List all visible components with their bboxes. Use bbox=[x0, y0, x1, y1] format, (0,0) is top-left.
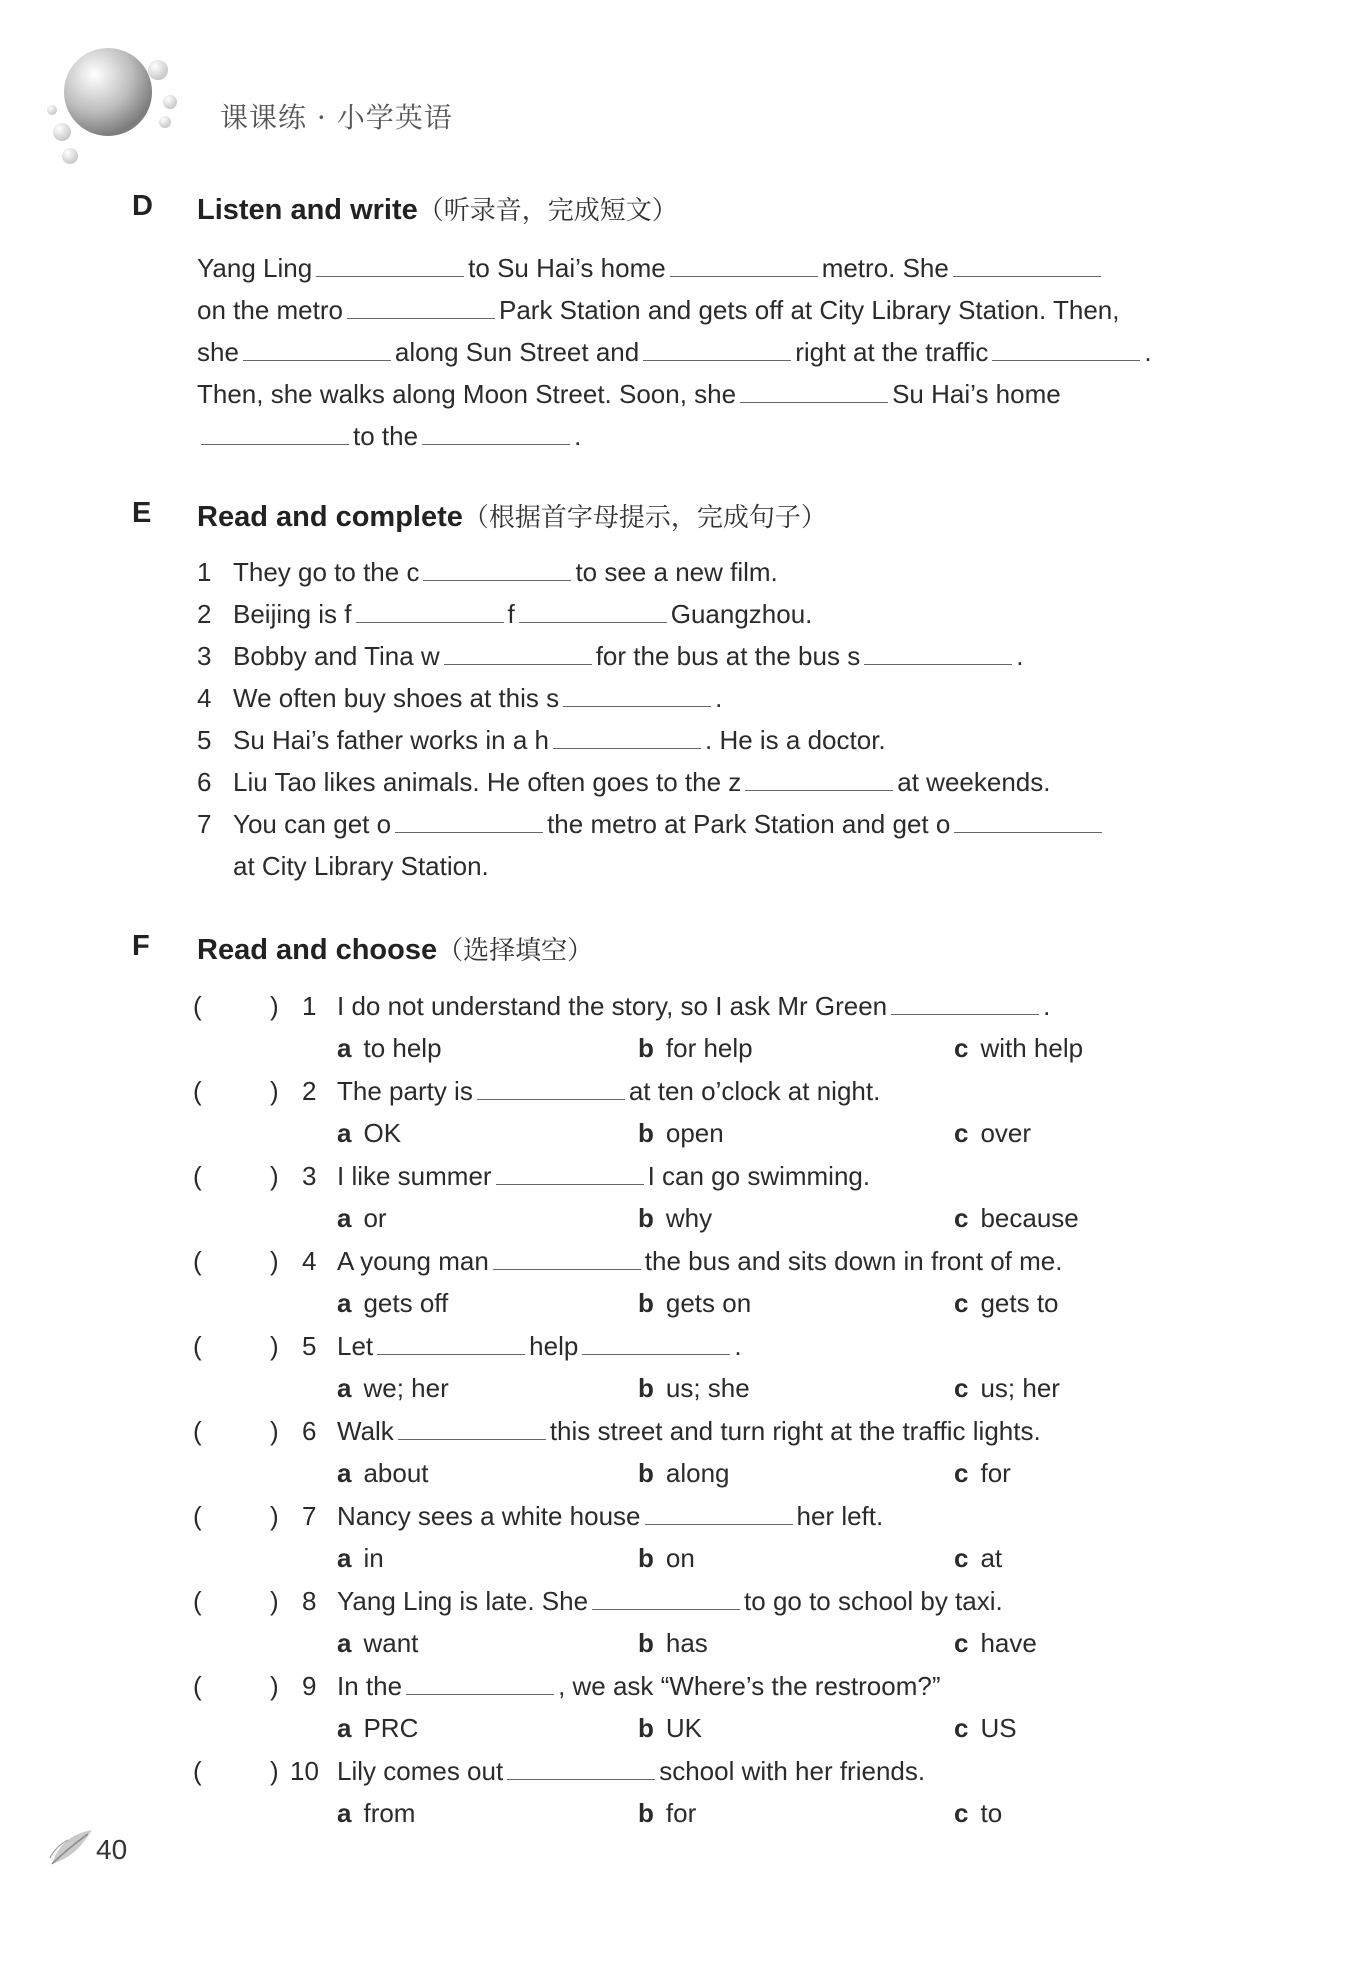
answer-blank[interactable] bbox=[243, 336, 391, 361]
sentence-number: 4 bbox=[197, 683, 212, 713]
option-letter: b bbox=[638, 1033, 654, 1063]
option-text: UK bbox=[665, 1713, 703, 1743]
text-segment: to the bbox=[353, 421, 419, 451]
option-text: gets on bbox=[665, 1288, 752, 1318]
option-letter: c bbox=[954, 1543, 969, 1573]
section-f-title bbox=[197, 930, 593, 967]
answer-blank[interactable] bbox=[356, 598, 504, 623]
answer-box[interactable] bbox=[208, 1245, 264, 1277]
answer-blank[interactable] bbox=[347, 294, 495, 319]
text-segment: Yang Ling is late. She bbox=[337, 1586, 589, 1616]
text-segment: for the bus at the bus s bbox=[595, 641, 861, 671]
section-f-letter: F bbox=[132, 930, 150, 962]
answer-blank[interactable] bbox=[992, 336, 1140, 361]
answer-paren-open: ( bbox=[193, 991, 202, 1021]
section-d-title-en: Listen and write bbox=[197, 194, 418, 226]
text-segment: We often buy shoes at this s bbox=[233, 683, 560, 713]
option-text: for help bbox=[665, 1033, 753, 1063]
sentence-number: 7 bbox=[197, 809, 212, 839]
sentence-line bbox=[233, 678, 722, 718]
option-b[interactable] bbox=[638, 1113, 724, 1153]
text-segment: at weekends. bbox=[897, 767, 1051, 797]
answer-paren-close: ) bbox=[270, 1246, 279, 1276]
text-segment: this street and turn right at the traffic lights. bbox=[549, 1416, 1041, 1446]
answer-blank[interactable] bbox=[444, 640, 592, 665]
question-text bbox=[337, 1071, 880, 1111]
answer-paren-open: ( bbox=[193, 1501, 202, 1531]
question-number: 9 bbox=[302, 1671, 317, 1701]
option-letter: b bbox=[638, 1373, 654, 1403]
option-letter: b bbox=[638, 1628, 654, 1658]
text-segment: the bus and sits down in front of me. bbox=[644, 1246, 1063, 1276]
text-segment: Yang Ling bbox=[197, 253, 313, 283]
option-text: OK bbox=[363, 1118, 402, 1148]
text-segment: to Su Hai’s home bbox=[468, 253, 666, 283]
option-letter: b bbox=[638, 1543, 654, 1573]
sentence-line bbox=[233, 846, 489, 886]
option-letter: a bbox=[337, 1203, 352, 1233]
sentence-number: 2 bbox=[197, 599, 212, 629]
option-a[interactable] bbox=[337, 1538, 384, 1578]
option-a[interactable] bbox=[337, 1283, 448, 1323]
option-text: for bbox=[665, 1798, 697, 1828]
option-text: in bbox=[363, 1543, 384, 1573]
question-number: 2 bbox=[302, 1076, 317, 1106]
option-c[interactable] bbox=[954, 1708, 1017, 1748]
answer-box[interactable] bbox=[208, 990, 264, 1022]
option-text: us; she bbox=[665, 1373, 750, 1403]
option-a[interactable] bbox=[337, 1198, 387, 1238]
option-c[interactable] bbox=[954, 1283, 1059, 1323]
passage-line bbox=[197, 332, 1152, 372]
option-text: with help bbox=[980, 1033, 1084, 1063]
option-letter: c bbox=[954, 1203, 969, 1233]
text-segment: to go to school by taxi. bbox=[744, 1586, 1003, 1616]
section-e-letter: E bbox=[132, 497, 152, 529]
option-letter: c bbox=[954, 1118, 969, 1148]
answer-box[interactable] bbox=[208, 1415, 264, 1447]
answer-box[interactable] bbox=[208, 1160, 264, 1192]
question-text bbox=[337, 1156, 870, 1196]
option-letter: a bbox=[337, 1033, 352, 1063]
text-segment: help bbox=[529, 1331, 579, 1361]
text-segment: . bbox=[1144, 337, 1152, 367]
text-segment: at ten o’clock at night. bbox=[628, 1076, 881, 1106]
option-letter: b bbox=[638, 1288, 654, 1318]
answer-blank[interactable] bbox=[493, 1245, 641, 1270]
answer-paren-open: ( bbox=[193, 1331, 202, 1361]
answer-blank[interactable] bbox=[496, 1160, 644, 1185]
answer-blank[interactable] bbox=[954, 808, 1102, 833]
option-c[interactable] bbox=[954, 1028, 1083, 1068]
option-text: US bbox=[980, 1713, 1017, 1743]
option-a[interactable] bbox=[337, 1028, 442, 1068]
option-text: for bbox=[980, 1458, 1011, 1488]
option-a[interactable] bbox=[337, 1793, 415, 1833]
text-segment: Liu Tao likes animals. He often goes to the z bbox=[233, 767, 742, 797]
sentence-line bbox=[233, 552, 778, 592]
bubbles-decoration-icon bbox=[40, 40, 190, 170]
option-letter: c bbox=[954, 1373, 969, 1403]
text-segment: she bbox=[197, 337, 239, 367]
text-segment: . bbox=[734, 1331, 742, 1361]
text-segment: In the bbox=[337, 1671, 403, 1701]
option-text: have bbox=[980, 1628, 1037, 1658]
option-text: us; her bbox=[980, 1373, 1060, 1403]
section-d-title bbox=[197, 190, 678, 227]
section-e-title bbox=[197, 497, 827, 534]
question-number: 3 bbox=[302, 1161, 317, 1191]
section-d-title-cn: （听录音，完成短文） bbox=[417, 196, 678, 226]
text-segment: I do not understand the story, so I ask Mr Green bbox=[337, 991, 888, 1021]
option-letter: a bbox=[337, 1288, 352, 1318]
answer-box[interactable] bbox=[208, 1500, 264, 1532]
answer-paren-close: ) bbox=[270, 1501, 279, 1531]
answer-blank[interactable] bbox=[643, 336, 791, 361]
option-c[interactable] bbox=[954, 1623, 1037, 1663]
page-number: 40 bbox=[96, 1834, 128, 1865]
option-b[interactable] bbox=[638, 1028, 753, 1068]
sentence-number: 6 bbox=[197, 767, 212, 797]
section-e-title-cn: （根据首字母提示，完成句子） bbox=[462, 503, 827, 533]
answer-paren-close: ) bbox=[270, 1586, 279, 1616]
question-text bbox=[337, 1496, 883, 1536]
option-text: from bbox=[363, 1798, 416, 1828]
option-letter: c bbox=[954, 1458, 969, 1488]
option-text: about bbox=[363, 1458, 429, 1488]
answer-paren-open: ( bbox=[193, 1246, 202, 1276]
option-letter: a bbox=[337, 1118, 352, 1148]
option-letter: a bbox=[337, 1458, 352, 1488]
text-segment: Su Hai’s father works in a h bbox=[233, 725, 549, 755]
option-a[interactable] bbox=[337, 1453, 429, 1493]
text-segment: . bbox=[574, 421, 582, 451]
answer-blank[interactable] bbox=[201, 420, 349, 445]
option-text: over bbox=[980, 1118, 1032, 1148]
option-b[interactable] bbox=[638, 1793, 696, 1833]
answer-blank[interactable] bbox=[864, 640, 1012, 665]
text-segment: . bbox=[1016, 641, 1024, 671]
option-letter: c bbox=[954, 1628, 969, 1658]
answer-blank[interactable] bbox=[395, 808, 543, 833]
answer-box[interactable] bbox=[208, 1670, 264, 1702]
option-b[interactable] bbox=[638, 1538, 695, 1578]
sentence-line bbox=[233, 636, 1023, 676]
question-text bbox=[337, 1241, 1062, 1281]
option-b[interactable] bbox=[638, 1368, 750, 1408]
option-letter: b bbox=[638, 1713, 654, 1743]
question-text bbox=[337, 1581, 1003, 1621]
text-segment: I like summer bbox=[337, 1161, 492, 1191]
text-segment: A young man bbox=[337, 1246, 489, 1276]
passage-line bbox=[197, 290, 1119, 330]
text-segment: . bbox=[1043, 991, 1051, 1021]
answer-blank[interactable] bbox=[592, 1585, 740, 1610]
text-segment: school with her friends. bbox=[659, 1756, 926, 1786]
answer-paren-open: ( bbox=[193, 1416, 202, 1446]
option-letter: b bbox=[638, 1203, 654, 1233]
text-segment: They go to the c bbox=[233, 557, 420, 587]
option-text: to bbox=[980, 1798, 1003, 1828]
text-segment: Bobby and Tina w bbox=[233, 641, 440, 671]
answer-paren-close: ) bbox=[270, 1076, 279, 1106]
answer-paren-open: ( bbox=[193, 1671, 202, 1701]
option-letter: b bbox=[638, 1458, 654, 1488]
question-text bbox=[337, 1411, 1041, 1451]
text-segment: Nancy sees a white house bbox=[337, 1501, 641, 1531]
answer-blank[interactable] bbox=[891, 990, 1039, 1015]
option-letter: c bbox=[954, 1288, 969, 1318]
text-segment: Su Hai’s home bbox=[892, 379, 1061, 409]
question-number: 1 bbox=[302, 991, 317, 1021]
question-text bbox=[337, 986, 1050, 1026]
option-text: because bbox=[980, 1203, 1079, 1233]
section-f-title-cn: （选择填空） bbox=[437, 936, 594, 966]
answer-blank[interactable] bbox=[519, 598, 667, 623]
question-text bbox=[337, 1666, 940, 1706]
question-text bbox=[337, 1326, 742, 1366]
question-number: 10 bbox=[290, 1756, 319, 1786]
answer-blank[interactable] bbox=[582, 1330, 730, 1355]
option-letter: a bbox=[337, 1798, 352, 1828]
option-b[interactable] bbox=[638, 1283, 751, 1323]
text-segment: Let bbox=[337, 1331, 374, 1361]
option-letter: a bbox=[337, 1628, 352, 1658]
sentence-line bbox=[233, 762, 1050, 802]
text-segment: Guangzhou. bbox=[670, 599, 813, 629]
answer-blank[interactable] bbox=[507, 1755, 655, 1780]
option-letter: b bbox=[638, 1798, 654, 1828]
option-letter: a bbox=[337, 1543, 352, 1573]
option-text: to help bbox=[363, 1033, 442, 1063]
answer-blank[interactable] bbox=[645, 1500, 793, 1525]
answer-blank[interactable] bbox=[953, 252, 1101, 277]
option-letter: c bbox=[954, 1798, 969, 1828]
option-text: has bbox=[665, 1628, 708, 1658]
sentence-number: 5 bbox=[197, 725, 212, 755]
option-text: gets off bbox=[363, 1288, 449, 1318]
text-segment: . He is a doctor. bbox=[705, 725, 886, 755]
text-segment: . bbox=[715, 683, 723, 713]
option-c[interactable] bbox=[954, 1538, 1002, 1578]
section-e-title-en: Read and complete bbox=[197, 501, 463, 533]
answer-paren-open: ( bbox=[193, 1161, 202, 1191]
option-b[interactable] bbox=[638, 1453, 730, 1493]
text-segment: You can get o bbox=[233, 809, 392, 839]
answer-box[interactable] bbox=[208, 1755, 264, 1787]
option-text: along bbox=[665, 1458, 730, 1488]
text-segment: metro. She bbox=[821, 253, 949, 283]
text-segment: her left. bbox=[796, 1501, 884, 1531]
text-segment: at City Library Station. bbox=[233, 851, 489, 881]
answer-paren-close: ) bbox=[270, 1671, 279, 1701]
option-a[interactable] bbox=[337, 1368, 449, 1408]
question-number: 8 bbox=[302, 1586, 317, 1616]
answer-blank[interactable] bbox=[670, 252, 818, 277]
option-a[interactable] bbox=[337, 1113, 401, 1153]
answer-blank[interactable] bbox=[423, 556, 571, 581]
answer-blank[interactable] bbox=[553, 724, 701, 749]
question-number: 6 bbox=[302, 1416, 317, 1446]
text-segment: Beijing is f bbox=[233, 599, 352, 629]
option-c[interactable] bbox=[954, 1793, 1002, 1833]
text-segment: Park Station and gets off at City Library Station. Then, bbox=[498, 295, 1120, 325]
answer-paren-open: ( bbox=[193, 1756, 202, 1786]
text-segment: Then, she walks along Moon Street. Soon, she bbox=[197, 379, 737, 409]
leaf-decoration-icon bbox=[48, 1828, 96, 1868]
option-b[interactable] bbox=[638, 1623, 708, 1663]
option-a[interactable] bbox=[337, 1623, 418, 1663]
option-letter: a bbox=[337, 1713, 352, 1743]
answer-paren-close: ) bbox=[270, 1756, 279, 1786]
option-c[interactable] bbox=[954, 1368, 1060, 1408]
text-segment: f bbox=[507, 599, 515, 629]
option-letter: c bbox=[954, 1033, 969, 1063]
option-c[interactable] bbox=[954, 1453, 1011, 1493]
answer-paren-close: ) bbox=[270, 1331, 279, 1361]
sentence-line bbox=[233, 720, 886, 760]
answer-paren-close: ) bbox=[270, 1161, 279, 1191]
answer-blank[interactable] bbox=[563, 682, 711, 707]
answer-blank[interactable] bbox=[398, 1415, 546, 1440]
option-letter: c bbox=[954, 1713, 969, 1743]
text-segment: along Sun Street and bbox=[394, 337, 640, 367]
question-number: 5 bbox=[302, 1331, 317, 1361]
question-number: 7 bbox=[302, 1501, 317, 1531]
option-text: why bbox=[665, 1203, 713, 1233]
question-text bbox=[337, 1751, 925, 1791]
answer-paren-close: ) bbox=[270, 991, 279, 1021]
sentence-line bbox=[233, 594, 812, 634]
option-text: want bbox=[363, 1628, 419, 1658]
text-segment: I can go swimming. bbox=[647, 1161, 871, 1191]
option-text: at bbox=[980, 1543, 1003, 1573]
sentence-number: 3 bbox=[197, 641, 212, 671]
text-segment: to see a new film. bbox=[575, 557, 778, 587]
answer-blank[interactable] bbox=[406, 1670, 554, 1695]
answer-box[interactable] bbox=[208, 1330, 264, 1362]
passage-line bbox=[197, 248, 1105, 288]
passage-line bbox=[197, 374, 1061, 414]
text-segment: Walk bbox=[337, 1416, 394, 1446]
text-segment: right at the traffic bbox=[795, 337, 989, 367]
option-text: open bbox=[665, 1118, 724, 1148]
option-b[interactable] bbox=[638, 1708, 702, 1748]
answer-blank[interactable] bbox=[477, 1075, 625, 1100]
text-segment: Lily comes out bbox=[337, 1756, 504, 1786]
answer-blank[interactable] bbox=[316, 252, 464, 277]
question-number: 4 bbox=[302, 1246, 317, 1276]
option-text: on bbox=[665, 1543, 695, 1573]
option-letter: b bbox=[638, 1118, 654, 1148]
option-text: gets to bbox=[980, 1288, 1059, 1318]
answer-box[interactable] bbox=[208, 1075, 264, 1107]
text-segment: The party is bbox=[337, 1076, 473, 1106]
sentence-number: 1 bbox=[197, 557, 212, 587]
book-title: 课课练 · 小学英语 bbox=[220, 101, 453, 134]
text-segment: the metro at Park Station and get o bbox=[547, 809, 951, 839]
option-text: or bbox=[363, 1203, 387, 1233]
option-c[interactable] bbox=[954, 1113, 1031, 1153]
answer-blank[interactable] bbox=[745, 766, 893, 791]
option-a[interactable] bbox=[337, 1708, 418, 1748]
answer-blank[interactable] bbox=[377, 1330, 525, 1355]
option-text: we; her bbox=[363, 1373, 449, 1403]
sentence-line bbox=[233, 804, 1106, 844]
answer-paren-open: ( bbox=[193, 1586, 202, 1616]
text-segment: on the metro bbox=[197, 295, 343, 325]
answer-paren-open: ( bbox=[193, 1076, 202, 1106]
option-letter: a bbox=[337, 1373, 352, 1403]
option-c[interactable] bbox=[954, 1198, 1079, 1238]
option-text: PRC bbox=[363, 1713, 419, 1743]
answer-blank[interactable] bbox=[740, 378, 888, 403]
section-f-title-en: Read and choose bbox=[197, 934, 438, 966]
answer-paren-close: ) bbox=[270, 1416, 279, 1446]
answer-box[interactable] bbox=[208, 1585, 264, 1617]
passage-line bbox=[197, 416, 581, 456]
option-b[interactable] bbox=[638, 1198, 712, 1238]
section-d-letter: D bbox=[132, 190, 153, 222]
text-segment: , we ask “Where’s the restroom?” bbox=[558, 1671, 941, 1701]
answer-blank[interactable] bbox=[422, 420, 570, 445]
